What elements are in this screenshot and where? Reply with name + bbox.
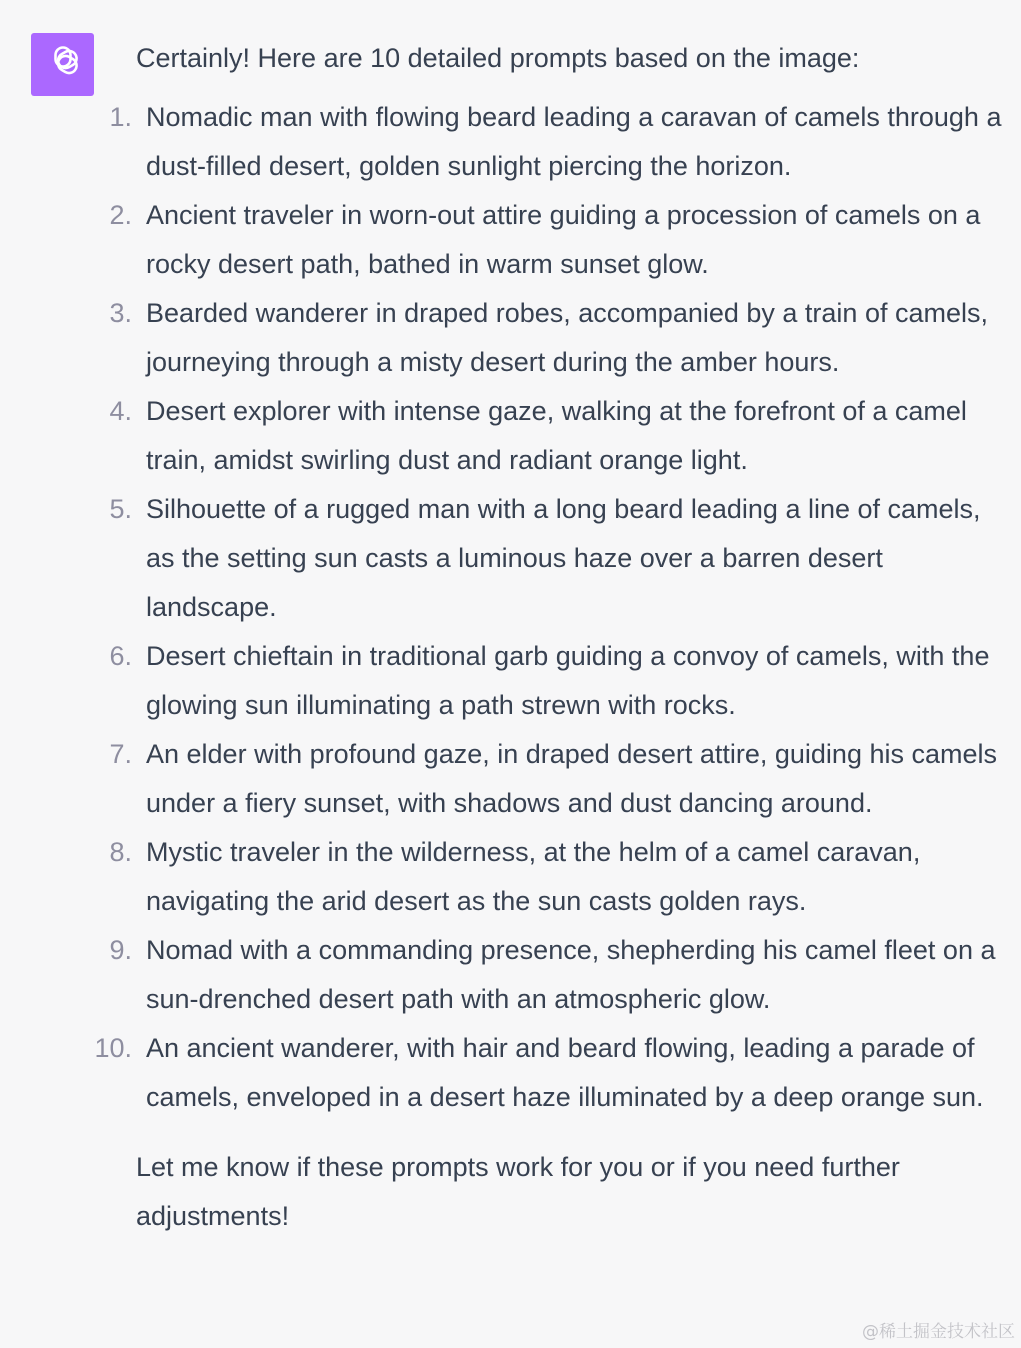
prompt-number: 1. <box>109 102 132 132</box>
prompt-text: Ancient traveler in worn-out attire guiding a procession of camels on a rocky desert path, bathed in warm sunset glow. <box>146 200 981 279</box>
watermark: @稀土掘金技术社区 <box>862 1322 1015 1342</box>
prompt-text: Desert chieftain in traditional garb guiding a convoy of camels, with the glowing sun illuminating a path strewn with rocks. <box>146 641 990 720</box>
prompt-number: 8. <box>109 837 132 867</box>
prompt-number: 9. <box>109 935 132 965</box>
prompt-item <box>109 828 1006 926</box>
prompt-item <box>109 926 1006 1024</box>
prompt-text: Nomadic man with flowing beard leading a caravan of camels through a dust-filled desert, golden sunlight piercing the horizon. <box>146 102 1002 181</box>
prompt-item <box>109 387 1006 485</box>
prompt-list <box>94 93 1006 1122</box>
prompt-number: 10. <box>94 1033 132 1063</box>
prompt-item <box>109 485 1006 632</box>
prompt-text: Silhouette of a rugged man with a long beard leading a line of camels, as the setting sun casts a luminous haze over a barren desert landscape. <box>146 494 981 622</box>
prompt-number: 2. <box>109 200 132 230</box>
prompt-text: Bearded wanderer in draped robes, accompanied by a train of camels, journeying through a misty desert during the amber hours. <box>146 298 988 377</box>
message-intro: Certainly! Here are 10 detailed prompts based on the image: <box>136 43 860 73</box>
prompt-item <box>109 632 1006 730</box>
prompt-item <box>109 93 1006 191</box>
message-outro: Let me know if these prompts work for you or if you need further adjustments! <box>136 1152 900 1231</box>
prompt-number: 5. <box>109 494 132 524</box>
prompt-item <box>109 289 1006 387</box>
prompt-number: 6. <box>109 641 132 671</box>
prompt-text: An ancient wanderer, with hair and beard flowing, leading a parade of camels, enveloped in a desert haze illuminated by a deep orange sun. <box>146 1033 984 1112</box>
prompt-number: 4. <box>109 396 132 426</box>
prompt-text: Mystic traveler in the wilderness, at the helm of a camel caravan, navigating the arid desert as the sun casts golden rays. <box>146 837 921 916</box>
prompt-item <box>94 1024 1006 1122</box>
prompt-item <box>109 191 1006 289</box>
prompt-text: Nomad with a commanding presence, shepherding his camel fleet on a sun-drenched desert path with an atmospheric glow. <box>146 935 996 1014</box>
openai-logo-icon <box>43 42 83 87</box>
prompt-text: An elder with profound gaze, in draped desert attire, guiding his camels under a fiery sunset, with shadows and dust dancing around. <box>146 739 998 818</box>
prompt-number: 3. <box>109 298 132 328</box>
assistant-avatar <box>31 33 94 96</box>
prompt-item <box>109 730 1006 828</box>
assistant-message <box>94 34 1006 1241</box>
prompt-number: 7. <box>109 739 132 769</box>
prompt-text: Desert explorer with intense gaze, walking at the forefront of a camel train, amidst swirling dust and radiant orange light. <box>146 396 967 475</box>
